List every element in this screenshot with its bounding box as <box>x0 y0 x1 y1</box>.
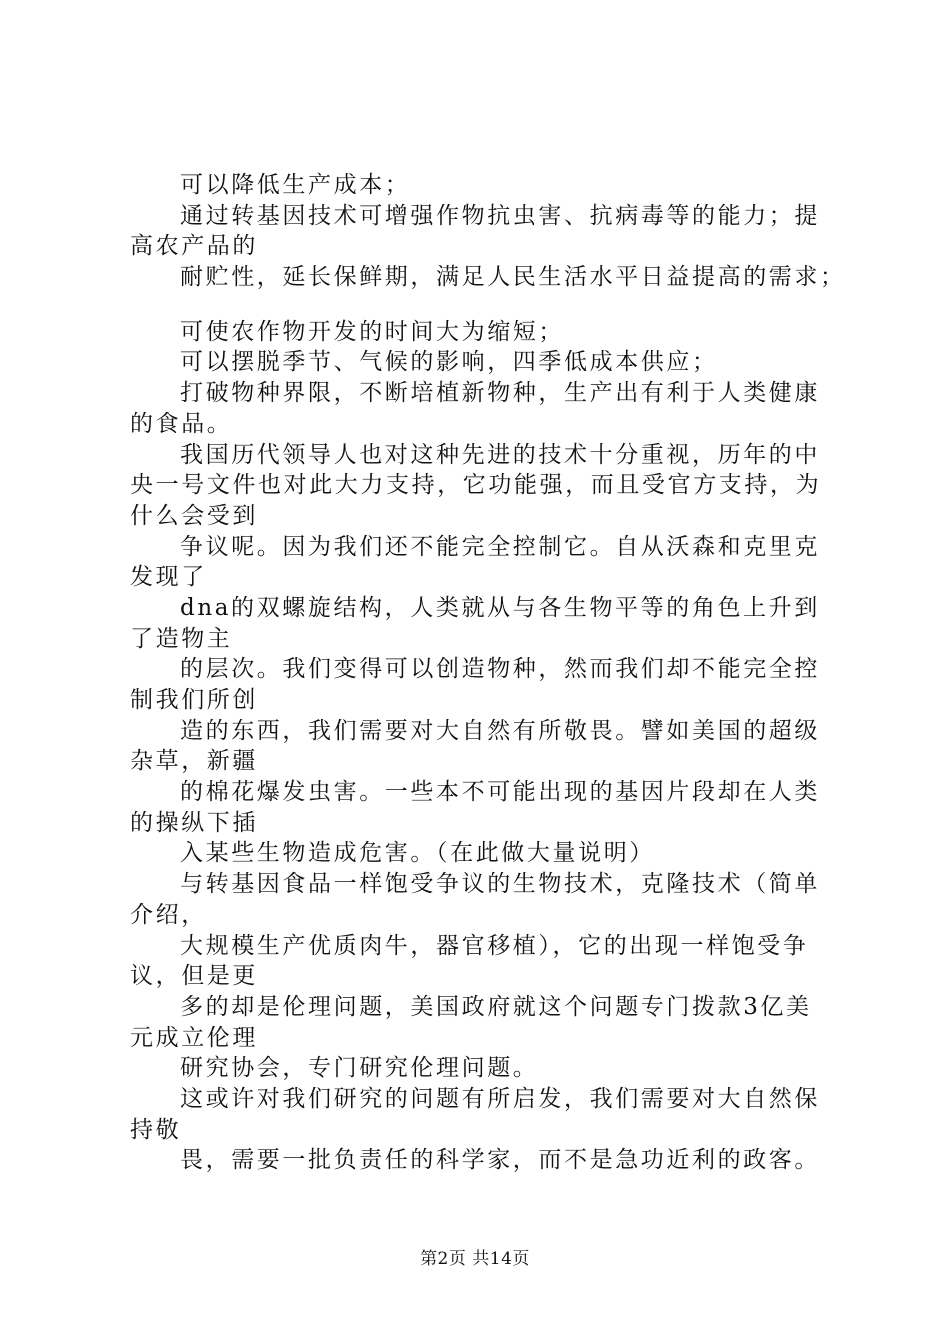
text-line: 议，但是更 <box>130 963 258 990</box>
paragraph-gap <box>130 293 835 317</box>
text-line: 畏，需要一批负责任的科学家，而不是急功近利的政客。 <box>180 1147 820 1174</box>
text-line: 持敬 <box>130 1116 182 1143</box>
text-line: 通过转基因技术可增强作物抗虫害、抗病毒等的能力；提 <box>180 202 820 229</box>
text-line: 可以摆脱季节、气候的影响，四季低成本供应； <box>180 349 718 376</box>
text-line: 制我们所创 <box>130 687 258 713</box>
text-line: 的层次。我们变得可以创造物种，然而我们却不能完全控 <box>180 656 820 683</box>
text-line: 我国历代领导人也对这种先进的技术十分重视，历年的中 <box>180 441 820 468</box>
text-line: 什么会受到 <box>130 502 258 529</box>
text-line: 耐贮性，延长保鲜期，满足人民生活水平日益提高的需求； <box>180 264 846 291</box>
text-line: 与转基因食品一样饱受争议的生物技术，克隆技术（简单 <box>180 871 820 898</box>
page-number-footer: 第2页 共14页 <box>420 1249 530 1269</box>
text-line: 多的却是伦理问题，美国政府就这个问题专门拨款3亿美 <box>180 993 812 1020</box>
text-line: 造的东西，我们需要对大自然有所敬畏。譬如美国的超级 <box>180 717 820 744</box>
text-line: 介绍， <box>130 901 207 928</box>
document-body <box>130 170 846 1176</box>
text-line: 这或许对我们研究的问题有所启发，我们需要对大自然保 <box>180 1085 820 1112</box>
text-line: 的操纵下插 <box>130 809 258 836</box>
text-line: 了造物主 <box>130 625 233 652</box>
text-line: 发现了 <box>130 564 207 591</box>
text-line: 打破物种界限，不断培植新物种，生产出有利于人类健康 <box>180 380 820 407</box>
text-line: 的棉花爆发虫害。一些本不可能出现的基因片段却在人类 <box>180 779 820 806</box>
text-line: dna的双螺旋结构，人类就从与各生物平等的角色上升到 <box>180 594 820 621</box>
text-line: 高农产品的 <box>130 233 258 260</box>
text-line: 研究协会，专门研究伦理问题。 <box>180 1055 539 1082</box>
text-line: 的食品。 <box>130 410 233 437</box>
text-line: 可使农作物开发的时间大为缩短； <box>180 318 564 345</box>
text-line: 杂草，新疆 <box>130 748 258 775</box>
text-line: 元成立伦理 <box>130 1024 258 1051</box>
text-line: 入某些生物造成危害。（在此做大量说明） <box>180 840 655 867</box>
text-line: 争议呢。因为我们还不能完全控制它。自从沃森和克里克 <box>180 533 820 560</box>
text-line: 可以降低生产成本； <box>180 172 411 198</box>
text-line: 央一号文件也对此大力支持，它功能强，而且受官方支持，为 <box>130 472 822 499</box>
text-line: 大规模生产优质肉牛，器官移植），它的出现一样饱受争 <box>180 932 809 959</box>
